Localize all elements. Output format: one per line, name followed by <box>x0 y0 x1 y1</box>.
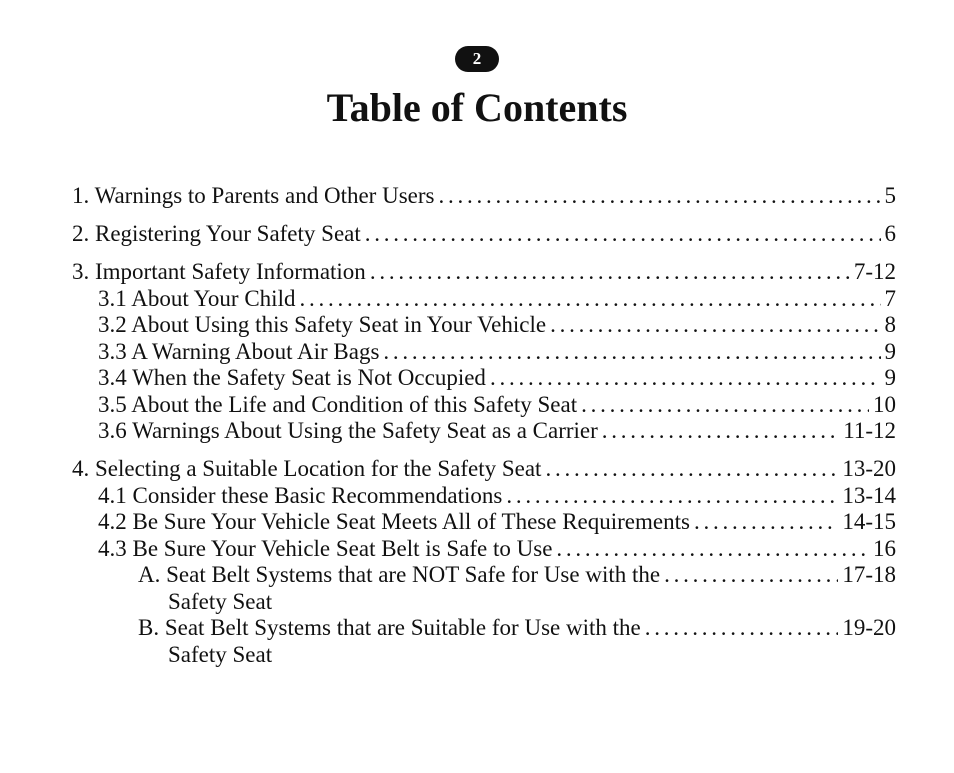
toc-entry-label: 4.1 Consider these Basic Recommendations <box>98 482 503 508</box>
toc-entry-continuation: Safety Seat <box>168 588 273 614</box>
toc-entry[interactable] <box>72 456 896 483</box>
toc-dot-leader <box>645 615 839 642</box>
toc-entry-page: 8 <box>884 312 896 337</box>
toc-entry-label: 4.3 Be Sure Your Vehicle Seat Belt is Safe to Use <box>98 535 553 561</box>
toc-entry[interactable] <box>72 183 896 210</box>
toc-dot-leader <box>550 312 880 339</box>
toc-entry[interactable] <box>72 286 896 313</box>
toc-entry-page: 14-15 <box>842 509 896 534</box>
toc-entry-page: 17-18 <box>842 562 896 587</box>
toc-entry[interactable] <box>72 365 896 392</box>
toc-dot-leader <box>370 259 850 286</box>
toc-entry-continuation: Safety Seat <box>168 641 273 667</box>
toc-entry-page: 7 <box>884 285 896 311</box>
toc-entry-label: 1. Warnings to Parents and Other Users <box>72 183 435 208</box>
toc-entry[interactable] <box>72 536 896 563</box>
toc-dot-leader <box>545 456 838 483</box>
toc-entry-page: 13-20 <box>842 456 896 481</box>
toc-entry[interactable] <box>72 615 896 642</box>
toc-entry-page: 6 <box>884 221 896 246</box>
toc-entry-label: 4.2 Be Sure Your Vehicle Seat Meets All of These Requirements <box>98 509 690 534</box>
toc-dot-leader <box>694 509 838 536</box>
toc-entry-label: 3.3 A Warning About Air Bags <box>98 338 380 364</box>
toc-entry[interactable] <box>72 259 896 286</box>
toc-entry-label: 3.6 Warnings About Using the Safety Seat as a Carrier <box>98 418 598 443</box>
toc-entry[interactable] <box>72 483 896 510</box>
toc-entry[interactable] <box>72 392 896 419</box>
toc-entry-page: 16 <box>873 535 896 561</box>
toc-dot-leader <box>664 562 838 589</box>
toc-entry-label: 3. Important Safety Information <box>72 259 366 284</box>
toc-entry-label: 2. Registering Your Safety Seat <box>72 221 361 246</box>
toc-entry[interactable] <box>72 562 896 589</box>
toc-entry[interactable] <box>72 312 896 339</box>
toc-entry[interactable] <box>72 339 896 366</box>
toc-entry[interactable] <box>72 509 896 536</box>
toc-entry-label: A. Seat Belt Systems that are NOT Safe for Use with the <box>138 562 661 587</box>
toc-entry-label: 3.1 About Your Child <box>98 285 296 311</box>
toc-dot-leader <box>506 483 838 510</box>
toc-entry-page: 19-20 <box>842 615 896 640</box>
toc-entry-page: 9 <box>884 365 896 390</box>
toc-dot-leader <box>556 536 869 563</box>
toc-entry-page: 5 <box>884 183 896 208</box>
toc-dot-leader <box>383 339 880 366</box>
page-number-badge: 2 <box>455 46 499 72</box>
toc-dot-leader <box>438 183 880 210</box>
toc-entry-label: B. Seat Belt Systems that are Suitable for Use with the <box>138 615 641 640</box>
toc-entry-page: 9 <box>884 338 896 364</box>
toc-dot-leader <box>581 392 869 419</box>
toc-entry-label: 3.5 About the Life and Condition of this Safety Seat <box>98 391 578 417</box>
toc-dot-leader <box>299 286 880 313</box>
toc-entry-label: 3.2 About Using this Safety Seat in Your Vehicle <box>98 312 547 337</box>
page-title: Table of Contents <box>326 85 628 130</box>
toc-entry-label: 3.4 When the Safety Seat is Not Occupied <box>98 365 486 390</box>
toc-entry-page: 7-12 <box>853 259 896 284</box>
toc-dot-leader <box>490 365 881 392</box>
toc-entry[interactable] <box>72 418 896 445</box>
toc-entry-page: 10 <box>873 391 896 417</box>
toc-entry[interactable] <box>72 221 896 248</box>
toc-dot-leader <box>365 221 881 248</box>
toc-entry-page: 13-14 <box>842 482 896 508</box>
toc-dot-leader <box>602 418 839 445</box>
toc-entry-page: 11-12 <box>843 418 896 443</box>
table-of-contents <box>72 183 896 668</box>
toc-entry-label: 4. Selecting a Suitable Location for the Safety Seat <box>72 456 542 481</box>
